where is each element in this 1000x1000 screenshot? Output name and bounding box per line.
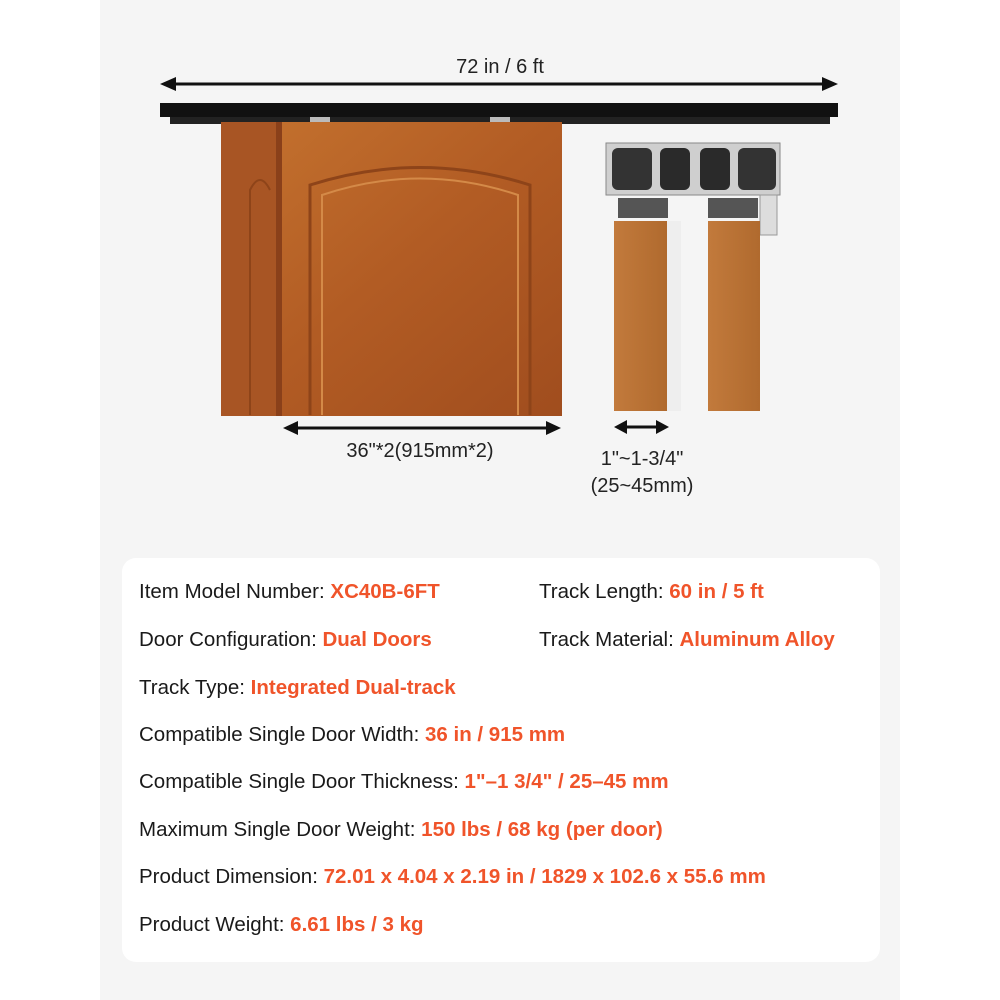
- track-rail: [160, 103, 838, 124]
- spec-door-configuration: [139, 628, 432, 652]
- spec-card: [122, 558, 880, 962]
- spec-door-width: [139, 723, 565, 747]
- spec-label: Product Weight:: [139, 913, 291, 936]
- spec-label: Track Material:: [539, 628, 680, 651]
- door-thickness-arrow: [614, 420, 669, 434]
- spec-label: Compatible Single Door Thickness:: [139, 770, 465, 793]
- door-thickness-in-label: 1"~1-3/4": [600, 448, 684, 470]
- spec-value: 150 lbs / 68 kg (per door): [421, 818, 663, 841]
- door-width-arrow: [283, 421, 561, 435]
- spec-door-thickness: [139, 770, 669, 794]
- spec-label: Door Configuration:: [139, 628, 323, 651]
- spec-track-type: [139, 676, 456, 700]
- spec-value: 1"–1 3/4" / 25–45 mm: [464, 770, 669, 793]
- spec-value: 36 in / 915 mm: [425, 723, 566, 746]
- door-thickness-mm-label: (25~45mm): [590, 475, 694, 497]
- spec-label: Track Type:: [139, 676, 251, 699]
- spec-value: XC40B-6FT: [330, 580, 440, 603]
- spec-label: Product Dimension:: [139, 865, 324, 888]
- spec-value: Dual Doors: [322, 628, 432, 651]
- track-length-arrow: [160, 77, 838, 91]
- spec-track-length: [539, 580, 764, 604]
- doors-image: [221, 122, 562, 416]
- hardware-side-view: [606, 143, 780, 411]
- spec-track-material: [539, 628, 835, 652]
- track-length-label: 72 in / 6 ft: [456, 56, 544, 78]
- spec-value: 60 in / 5 ft: [669, 580, 764, 603]
- spec-value: Aluminum Alloy: [679, 628, 835, 651]
- spec-value: Integrated Dual-track: [250, 676, 456, 699]
- spec-label: Maximum Single Door Weight:: [139, 818, 422, 841]
- spec-label: Item Model Number:: [139, 580, 331, 603]
- spec-value: 72.01 x 4.04 x 2.19 in / 1829 x 102.6 x 55.6 mm: [323, 865, 766, 888]
- spec-value: 6.61 lbs / 3 kg: [290, 913, 424, 936]
- spec-product-weight: [139, 913, 424, 937]
- spec-label: Track Length:: [539, 580, 670, 603]
- door-width-label: 36"*2(915mm*2): [346, 440, 494, 462]
- spec-max-door-weight: [139, 818, 663, 842]
- spec-label: Compatible Single Door Width:: [139, 723, 425, 746]
- spec-product-dimension: [139, 865, 766, 889]
- spec-model-number: [139, 580, 440, 604]
